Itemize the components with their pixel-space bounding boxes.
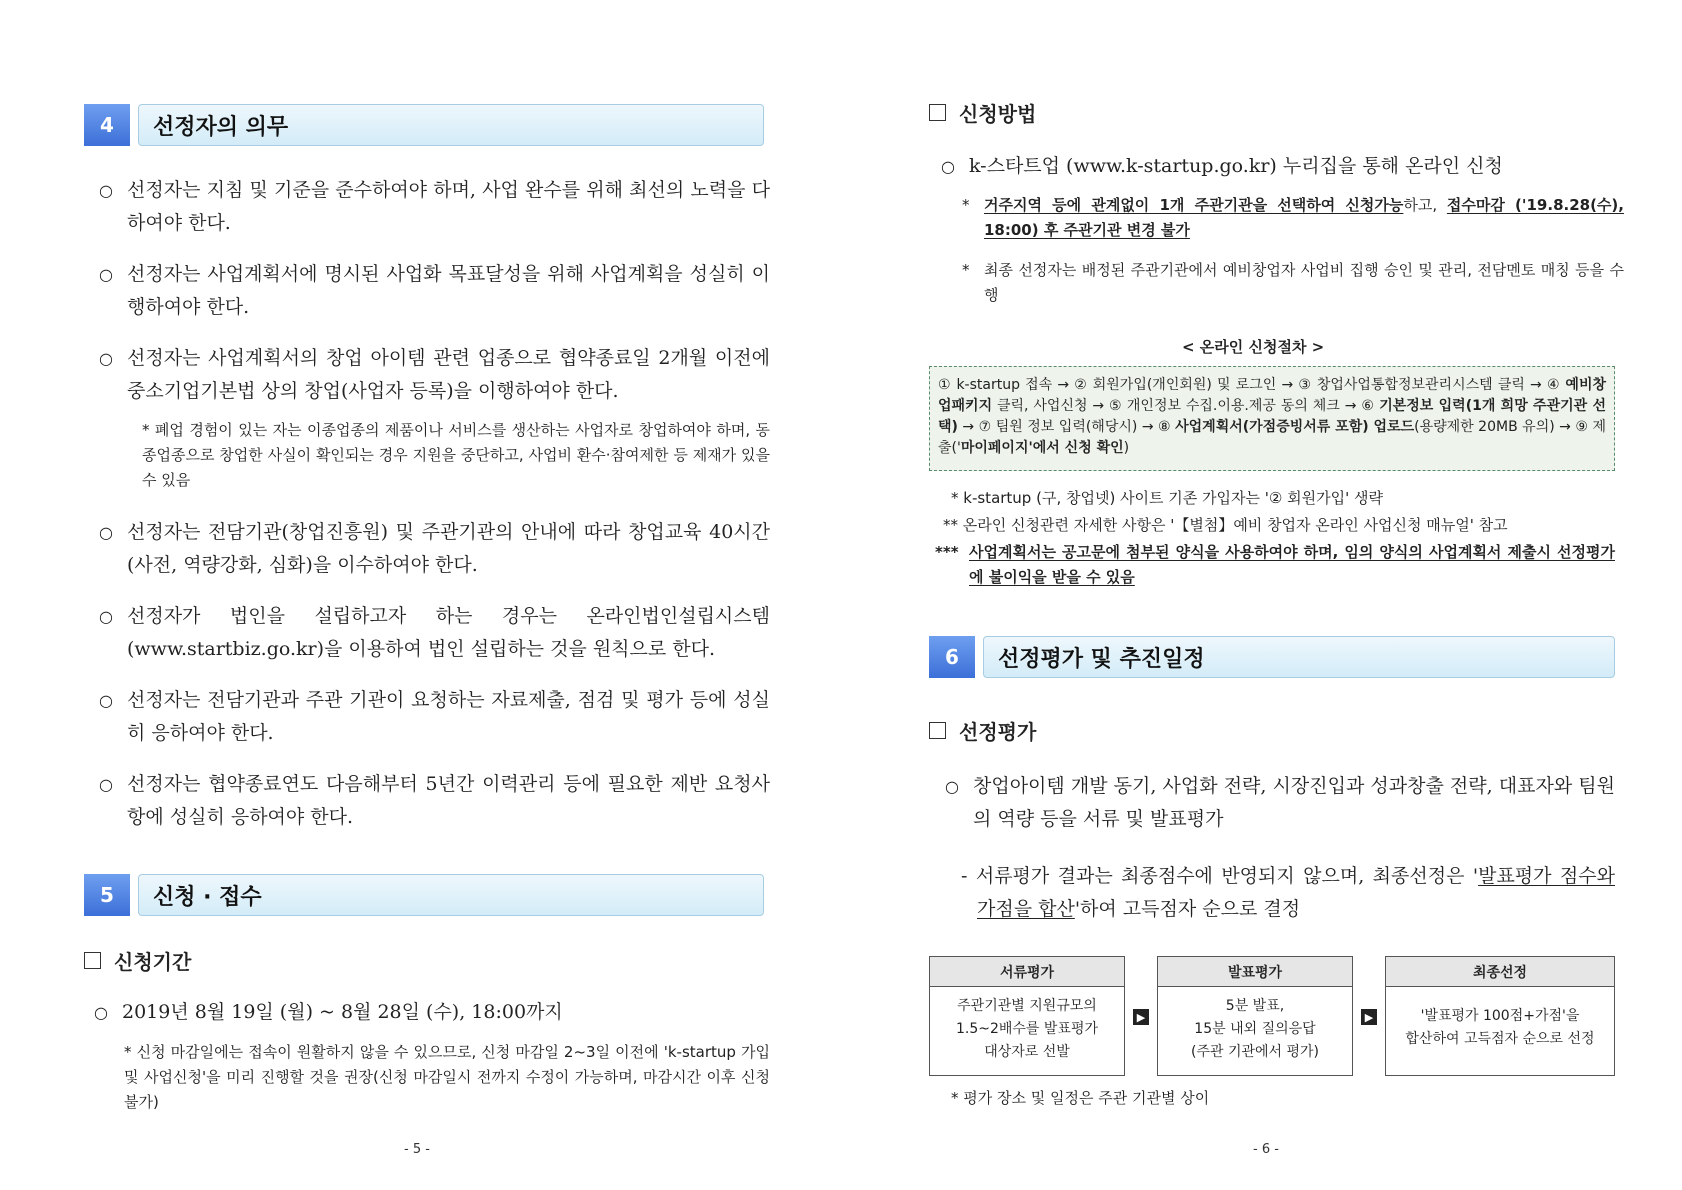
flow-step-body: 주관기관별 지원규모의 1.5~2배수를 발표평가 대상자로 선발 (955, 998, 1099, 1060)
flow-note-text: * 평가 장소 및 일정은 주관 기관별 상이 (951, 1089, 1210, 1107)
flow-step-head: 발표평가 (1158, 957, 1352, 987)
procedure-title: < 온라인 신청절차 > (1182, 338, 1325, 356)
section-5-header (84, 874, 764, 916)
checkbox-square-icon (929, 104, 946, 121)
flow-step-body: '발표평가 100점+가점'을 합산하여 고득점자 순으로 선정 (1405, 1008, 1595, 1047)
eval-heading (929, 716, 1036, 745)
procedure-bold: 마이페이지'에서 신청 확인 (960, 440, 1124, 456)
method-text: k-스타트업 (www.k-startup.go.kr) 누리집을 통해 온라인 신청 (969, 155, 1503, 177)
duty-item (99, 174, 770, 240)
note-mark: * (962, 196, 970, 214)
duty-text: 선정자는 사업계획서에 명시된 사업화 목표달성을 위해 사업계획을 성실히 이행하여야 한다. (127, 263, 770, 318)
duty-text: 선정자가 법인을 설립하고자 하는 경우는 온라인법인설립시스템 (www.startbiz.go.kr)을 이용하여 법인 설립하는 것을 원칙으로 한다. (127, 605, 770, 660)
duty-text: 선정자는 전담기관(창업진흥원) 및 주관기관의 안내에 따라 창업교육 40시간(사전, 역량강화, 심화)을 이수하여야 한다. (127, 521, 770, 576)
after-note-1 (951, 486, 1621, 511)
bullet-mark: ○ (99, 523, 113, 542)
duty-text: 선정자는 지침 및 기준을 준수하여야 하며, 사업 완수를 위해 최선의 노력을 다하여야 한다. (127, 179, 770, 234)
procedure-text: 클릭, 사업신청 → ⑤ 개인정보 수집.이용.제공 동의 체크 → ⑥ (992, 398, 1380, 414)
after-note-3 (935, 540, 1615, 590)
duty-item (99, 768, 770, 834)
duty-item (99, 516, 770, 582)
period-text: 2019년 8월 19일 (월) ~ 8월 28일 (수), 18:00까지 (122, 1001, 563, 1023)
method-note-mid: 하고, (1403, 196, 1447, 214)
period-item (94, 996, 770, 1029)
duty-item (99, 684, 770, 750)
bullet-mark: ○ (99, 265, 113, 284)
bullet-mark: ○ (99, 607, 113, 626)
note-mark: *** (935, 543, 959, 561)
period-heading (84, 946, 191, 975)
flow-step-document (929, 956, 1125, 1076)
bullet-mark: ○ (941, 157, 955, 176)
bullet-mark: ○ (94, 1003, 108, 1022)
duty-text: 선정자는 사업계획서의 창업 아이템 관련 업종으로 협약종료일 2개월 이전에 중소기업기본법 상의 창업(사업자 등록)을 이행하여야 한다. (127, 347, 770, 402)
duty-note-text: * 폐업 경험이 있는 자는 이종업종의 제품이나 서비스를 생산하는 사업자로 창업하여야 하며, 동종업종으로 창업한 사실이 확인되는 경우 지원을 중단하고, 사업비 환수·참여제한 등 제재가 있을 수 있음 (142, 421, 770, 489)
duty-note (142, 418, 770, 493)
eval-heading-text: 선정평가 (959, 720, 1037, 744)
after-note-2-text: ** 온라인 신청관련 자세한 사항은 '【별첨】예비 창업자 온라인 사업신청 매뉴얼' 참고 (943, 516, 1508, 534)
flow-step-final (1385, 956, 1615, 1076)
procedure-box (929, 366, 1615, 471)
flow-step-body: 5분 발표, 15분 내외 질의응답 (주관 기관에서 평가) (1190, 998, 1320, 1060)
checkbox-square-icon (929, 722, 946, 739)
procedure-text: ) (1123, 440, 1130, 456)
period-note (124, 1040, 770, 1115)
page-number: - 6 - (1253, 1142, 1279, 1157)
section-title: 선정자의 의무 (138, 104, 764, 146)
method-note-2-text: 최종 선정자는 배정된 주관기관에서 예비창업자 사업비 집행 승인 및 관리, 전담멘토 매칭 등을 수행 (984, 261, 1624, 304)
checkbox-square-icon (84, 952, 101, 969)
method-heading-text: 신청방법 (959, 102, 1037, 126)
flow-step-presentation (1157, 956, 1353, 1076)
method-note-underline-2: 접수마감 ('19.8.28(수), 18:00) 후 주관기관 변경 불가 (984, 196, 1624, 239)
duty-text: 선정자는 협약종료연도 다음해부터 5년간 이력관리 등에 필요한 제반 요청사항에 성실히 응하여야 한다. (127, 773, 770, 828)
page-number: - 5 - (404, 1142, 430, 1157)
duty-text: 선정자는 전담기관과 주관 기관이 요청하는 자료제출, 점검 및 평가 등에 성실히 응하여야 한다. (127, 689, 770, 744)
duty-item (99, 342, 770, 408)
flow-step-head: 서류평가 (930, 957, 1124, 987)
eval-sub-text: - 서류평가 결과는 최종점수에 반영되지 않으며, 최종선정은 ' (961, 865, 1479, 887)
method-note-1 (962, 193, 1624, 243)
section-title: 신청 · 접수 (138, 874, 764, 916)
eval-text: 창업아이템 개발 동기, 사업화 전략, 시장진입과 성과창출 전략, 대표자와 팀원의 역량 등을 서류 및 발표평가 (973, 775, 1615, 830)
method-item (941, 150, 1609, 183)
duty-item (99, 600, 770, 666)
bullet-mark: ○ (99, 775, 113, 794)
method-note-underline-1: 거주지역 등에 관계없이 1개 주관기관을 선택하여 신청가능 (984, 196, 1404, 214)
period-note-text: * 신청 마감일에는 접속이 원활하지 않을 수 있으므로, 신청 마감일 2~3일 이전에 'k-startup 가입 및 사업신청'을 미리 진행할 것을 권장(신청 마감일시 전까지 수정이 가능하며, 마감시간 이후 신청불가) (124, 1043, 770, 1111)
section-number: 4 (84, 104, 130, 146)
bullet-mark: ○ (99, 181, 113, 200)
after-note-3-text: 사업계획서는 공고문에 첨부된 양식을 사용하여야 하며, 임의 양식의 사업계획서 제출시 선정평가에 불이익을 받을 수 있음 (969, 543, 1615, 586)
bullet-mark: ○ (945, 777, 959, 796)
bullet-mark: ○ (99, 349, 113, 368)
section-number: 6 (929, 636, 975, 678)
procedure-bold: 기본정보 입력(1개 희망 주관기관 선택) (938, 398, 1606, 435)
eval-item (945, 770, 1615, 836)
section-number: 5 (84, 874, 130, 916)
section-4-header (84, 104, 764, 146)
eval-sub-text: '하여 고득점자 순으로 결정 (1074, 898, 1301, 920)
duty-item (99, 258, 770, 324)
after-note-2 (943, 513, 1623, 538)
procedure-bold: 예비창업패키지 (938, 377, 1606, 414)
section-title: 선정평가 및 추진일정 (983, 636, 1615, 678)
eval-sub-item (961, 860, 1615, 926)
method-note-2 (962, 258, 1624, 308)
after-note-1-text: * k-startup (구, 창업넷) 사이트 기존 가입자는 '② 회원가입' 생략 (951, 489, 1383, 507)
procedure-text: → ⑦ 팀원 정보 입력(해당시) → ⑧ (957, 419, 1176, 435)
page-6 (841, 0, 1682, 1190)
note-mark: * (962, 261, 970, 279)
bullet-mark: ○ (99, 691, 113, 710)
arrow-right-icon: ▶ (1361, 1009, 1377, 1025)
procedure-text: (용량제한 20MB 유의) → ⑨ 제출(' (938, 419, 1606, 456)
procedure-text: ① k-startup 접속 → ② 회원가입(개인회원) 및 로그인 → ③ 창업사업통합정보관리시스템 클릭 → ④ (938, 377, 1566, 393)
section-6-header (929, 636, 1615, 678)
eval-sub-underline: 발표평가 점수와 가점을 합산 (977, 865, 1615, 920)
arrow-right-icon: ▶ (1133, 1009, 1149, 1025)
method-heading (929, 98, 1036, 127)
flow-note (951, 1086, 1611, 1111)
procedure-bold: 사업계획서(가점증빙서류 포함) 업로드 (1175, 419, 1415, 435)
period-heading-text: 신청기간 (114, 950, 192, 974)
flow-step-head: 최종선정 (1386, 957, 1614, 987)
